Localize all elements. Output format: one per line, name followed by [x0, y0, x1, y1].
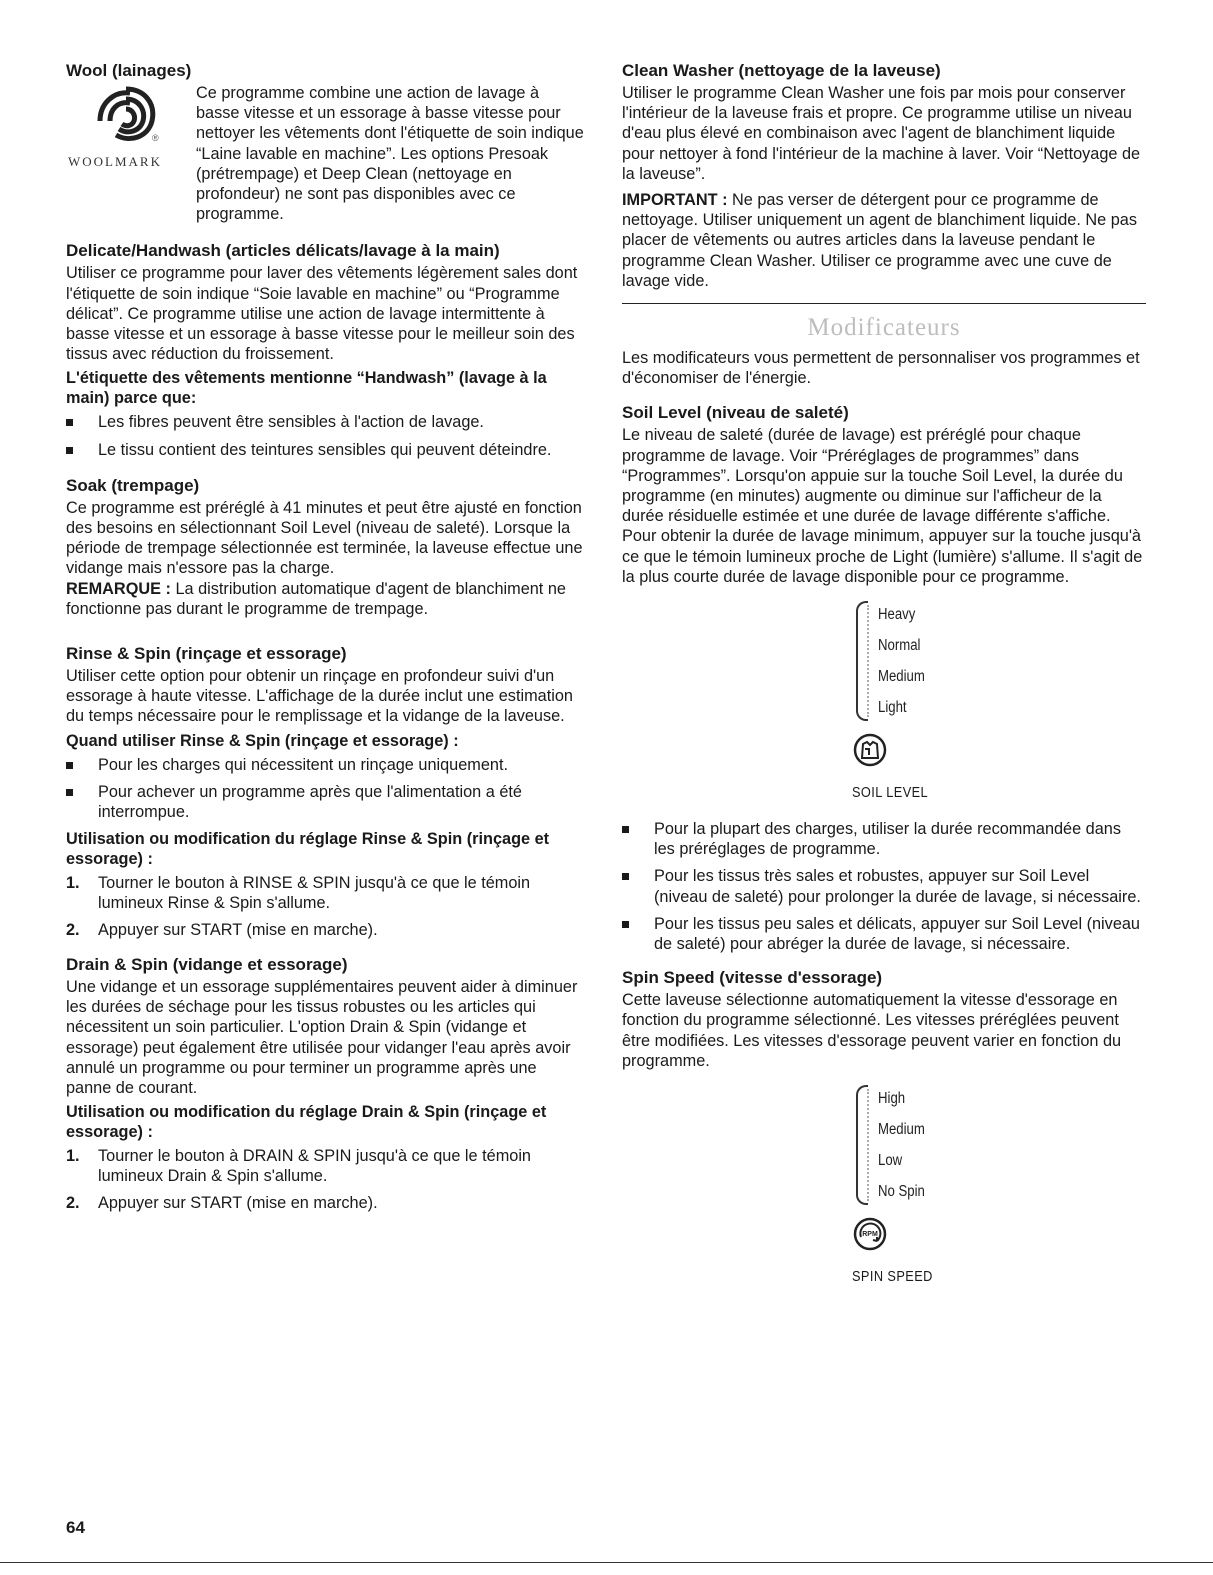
dial-option: No Spin: [878, 1183, 925, 1201]
spin-speed-heading: Spin Speed (vitesse d'essorage): [622, 968, 883, 988]
wool-heading: Wool (lainages): [66, 61, 192, 80]
step-number: 1.: [66, 1147, 80, 1166]
step-text: Tourner le bouton à DRAIN & SPIN jusqu'à ce que le témoin lumineux Drain & Spin s'allume.: [98, 1147, 531, 1186]
list-item: Pour la plupart des charges, utiliser la durée recommandée dans les préréglages de programme.: [622, 819, 1146, 859]
section-divider: [622, 303, 1146, 304]
step-text: Appuyer sur START (mise en marche).: [98, 1193, 378, 1212]
soak-body: Ce programme est préréglé à 41 minutes et peut être ajusté en fonction des besoins en sélectionnant Soil Level (niveau de saleté). Lorsque la période de trempage sélectionnée est terminée, la laveuse effectue une vidange mais n'essore pas la charge.: [66, 498, 583, 578]
list-item: Pour les tissus très sales et robustes, appuyer sur Soil Level (niveau de saleté) pour prolonger la durée de lavage, si nécessaire.: [622, 866, 1146, 906]
list-item: Le tissu contient des teintures sensibles qui peuvent déteindre.: [66, 440, 586, 460]
spin-speed-body: Cette laveuse sélectionne automatiquement la vitesse d'essorage en fonction du programme sélectionné. Les vitesses préréglées peuvent être modifiées. Les vitesses d'essorage peuvent varier en fonction du programme.: [622, 991, 1122, 1070]
dial-option: Medium: [878, 1121, 925, 1139]
list-item: [66, 1146, 586, 1186]
registered-mark: ®: [152, 133, 159, 143]
dial-option: Medium: [878, 668, 925, 686]
note-label: REMARQUE :: [66, 579, 171, 598]
shirt-icon: [853, 733, 887, 767]
list-item: [66, 1193, 586, 1213]
right-column: [622, 60, 1146, 1285]
spin-speed-section: [622, 967, 1146, 1285]
dial-option: Heavy: [878, 606, 916, 624]
delicate-bullets: [66, 412, 586, 459]
clean-washer-section: [622, 60, 1146, 304]
clean-washer-body: Utiliser le programme Clean Washer une fois par mois pour conserver l'intérieur de la laveuse frais et propre. Ce programme utilise un niveau d'eau plus élevé en combinaison avec l'agent de blanchiment liquide pour nettoyer à fond l'intérieur de la machine à laver. Voir “Nettoyage de la laveuse”.: [622, 84, 1141, 183]
delicate-section: [66, 240, 586, 459]
rinse-body: Utiliser cette option pour obtenir un rinçage en profondeur suivi d'un essorage à haute vitesse. L'affichage de la durée inclut une estimation du temps nécessaire pour le remplissage et la vidange de la laveuse.: [66, 667, 573, 726]
rinse-subheading-when: Quand utiliser Rinse & Spin (rinçage et essorage) :: [66, 731, 459, 750]
soil-level-label: SOIL LEVEL: [852, 784, 929, 802]
wool-body: Ce programme combine une action de lavage à basse vitesse et un essorage à basse vitesse pour nettoyer les vêtements dont l'étiquette de soin indique “Laine lavable en machine”. Les options Presoak (prétrempage) et Deep Clean (nettoyage en profondeur) ne sont pas disponibles avec ce programme.: [196, 84, 584, 224]
soak-section: [66, 475, 586, 619]
rinse-bullets: [66, 755, 586, 823]
dial-option: High: [878, 1090, 906, 1108]
step-number: 2.: [66, 1193, 80, 1212]
dial-option: Light: [878, 699, 907, 717]
left-column: [66, 60, 586, 1219]
step-number: 2.: [66, 920, 80, 939]
delicate-subheading: L'étiquette des vêtements mentionne “Handwash” (lavage à la main) parce que:: [66, 369, 547, 408]
soil-level-bullets: [622, 819, 1146, 954]
rinse-heading: Rinse & Spin (rinçage et essorage): [66, 644, 347, 664]
step-text: Tourner le bouton à RINSE & SPIN jusqu'à ce que le témoin lumineux Rinse & Spin s'allume.: [98, 874, 531, 913]
spin-speed-label: SPIN SPEED: [852, 1268, 933, 1286]
list-item: Pour les charges qui nécessitent un rinçage uniquement.: [66, 755, 586, 775]
drain-steps: [66, 1146, 586, 1213]
list-item: [66, 920, 586, 940]
modifiers-section: [622, 314, 1146, 388]
page-number: 64: [66, 1518, 85, 1537]
woolmark-icon: [86, 83, 166, 147]
rinse-section: [66, 643, 586, 940]
spin-speed-button: [853, 1217, 976, 1256]
clean-washer-heading: Clean Washer (nettoyage de la laveuse): [622, 61, 941, 80]
list-item: Pour achever un programme après que l'alimentation a été interrompue.: [66, 782, 586, 822]
list-item: [66, 873, 586, 913]
soak-heading: Soak (trempage): [66, 475, 200, 495]
wool-section: [66, 60, 586, 224]
woolmark-logo: [66, 83, 196, 224]
soak-note: [66, 579, 586, 619]
rinse-subheading-use: Utilisation ou modification du réglage Rinse & Spin (rinçage et essorage) :: [66, 830, 550, 869]
important-text: Ne pas verser de détergent pour ce programme de nettoyage. Utiliser uniquement un agent de blanchiment liquide. Ne pas placer de vêtements ou autres articles dans la laveuse pendant le programme Clean Washer. Utiliser ce programme avec une cuve de lavage vide.: [622, 191, 1137, 290]
list-item: Pour les tissus peu sales et délicats, appuyer sur Soil Level (niveau de saleté) pour abréger la durée de lavage, si nécessaire.: [622, 914, 1146, 954]
soil-level-heading: Soil Level (niveau de saleté): [622, 403, 849, 423]
step-number: 1.: [66, 874, 80, 893]
clean-washer-important: [622, 190, 1146, 291]
drain-subheading: Utilisation ou modification du réglage Drain & Spin (rinçage et essorage) :: [66, 1103, 547, 1142]
drain-heading: Drain & Spin (vidange et essorage): [66, 954, 348, 974]
soil-level-button: [853, 733, 976, 772]
soil-level-dial: [852, 599, 976, 802]
note-text: La distribution automatique d'agent de blanchiment ne fonctionne pas durant le programme de trempage.: [66, 579, 566, 618]
soil-level-body: Le niveau de saleté (durée de lavage) est préréglé pour chaque programme de lavage. Voir “Préréglages de programmes” dans “Programmes”. Lorsqu'on appuie sur la touche Soil Level, la durée du programme (en minutes) augmente ou diminue sur l'afficheur de la durée résiduelle estimée et une durée de lavage différente s'affiche. Pour obtenir la durée de lavage minimum, appuyer sur la touche jusqu'à ce que le témoin lumineux proche de Light (lumière) s'allume. Il s'agit de la plus courte durée de lavage disponible pour ce programme.: [622, 426, 1143, 586]
page-bottom-rule: [0, 1562, 1213, 1563]
soil-level-section: [622, 402, 1146, 954]
delicate-body: Utiliser ce programme pour laver des vêtements légèrement sales dont l'étiquette de soin indique “Soie lavable en machine” ou “Programme délicat”. Ce programme utilise une action de lavage intermittente à basse vitesse et un essorage à basse vitesse pour le meilleur soin des tissus avec réduction du froissement.: [66, 264, 578, 364]
woolmark-text: WOOLMARK: [68, 154, 162, 169]
dial-option: Low: [878, 1152, 903, 1170]
important-label: IMPORTANT :: [622, 191, 728, 210]
delicate-heading: Delicate/Handwash (articles délicats/lavage à la main): [66, 241, 500, 261]
rpm-text: RPM: [862, 1231, 878, 1239]
drain-body: Une vidange et un essorage supplémentaires peuvent aider à diminuer les durées de séchage pour les tissus robustes ou les articles qui nécessitent un soin particulier. L'option Drain & Spin (vidange et essorage) peut également être utilisée pour vidanger l'eau après avoir annulé un programme ou pour terminer un programme après une panne de courant.: [66, 977, 578, 1097]
dial-option: Normal: [878, 637, 921, 655]
step-text: Appuyer sur START (mise en marche).: [98, 920, 378, 939]
rpm-icon: [853, 1217, 887, 1251]
list-item: Les fibres peuvent être sensibles à l'action de lavage.: [66, 412, 586, 432]
drain-section: [66, 954, 586, 1213]
modifiers-title: Modificateurs: [807, 314, 961, 342]
rinse-steps: [66, 873, 586, 940]
spin-speed-dial: [852, 1083, 976, 1286]
modifiers-intro: Les modificateurs vous permettent de personnaliser vos programmes et d'économiser de l'énergie.: [622, 349, 1140, 388]
